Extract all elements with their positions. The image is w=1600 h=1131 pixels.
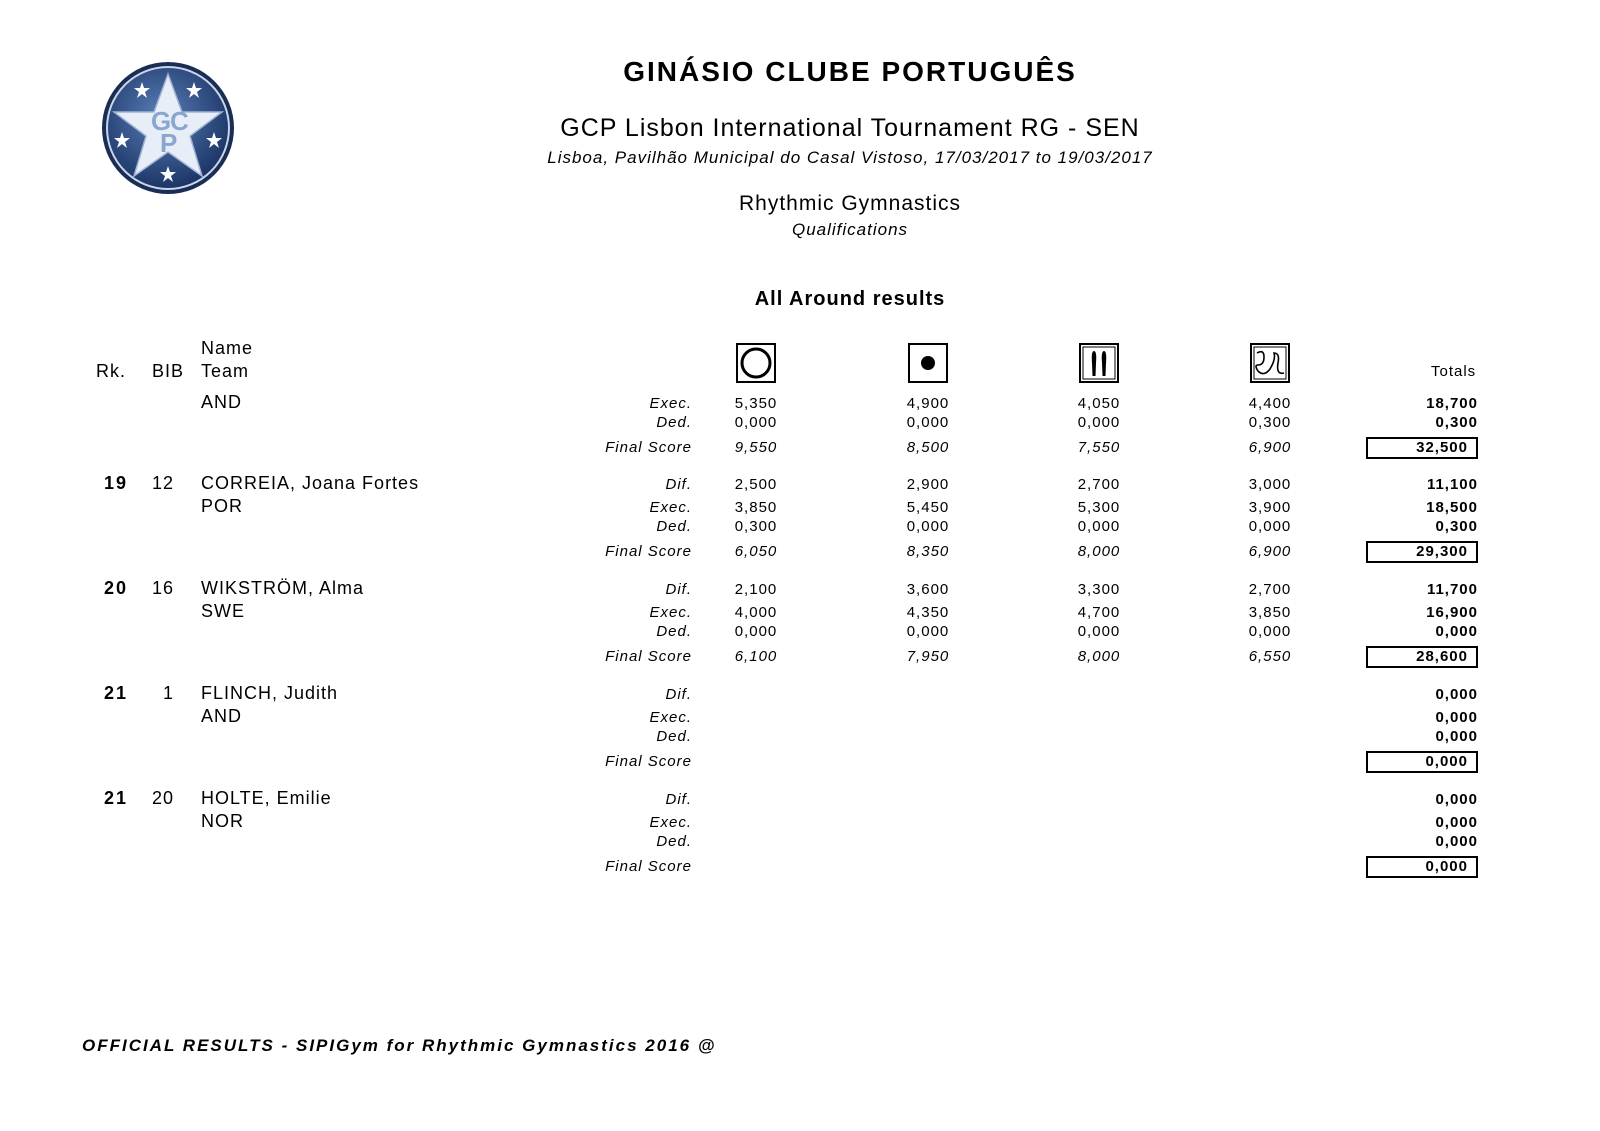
final-score-label: Final Score [605, 858, 692, 875]
final-total-box: 32,500 [1366, 437, 1478, 459]
athlete-name: FLINCH, Judith [201, 683, 339, 703]
final-total-box: 28,600 [1366, 646, 1478, 668]
ded-total: 0,000 [1435, 728, 1478, 745]
logo-letter-c: C [170, 106, 189, 136]
exec-ball: 5,450 [906, 499, 950, 516]
athlete-rank: 19 [103, 473, 129, 493]
hoop-icon [736, 343, 776, 383]
final-ball: 8,350 [906, 543, 950, 560]
column-bib: BIB [152, 361, 185, 381]
exec-ball: 4,350 [906, 604, 950, 621]
dif-total: 11,700 [1426, 581, 1478, 598]
final-ribbon: 6,900 [1248, 543, 1292, 560]
ball-icon [908, 343, 948, 383]
dif-ball: 2,900 [906, 476, 950, 493]
final-score-label: Final Score [605, 648, 692, 665]
official-results-footer: OFFICIAL RESULTS - SIPIGym for Rhythmic Gymnastics 2016 @ [82, 1036, 717, 1055]
ded-label: Ded. [656, 728, 692, 745]
column-totals: Totals [1431, 363, 1477, 380]
final-total-box: 0,000 [1366, 856, 1478, 878]
exec-label: Exec. [649, 395, 692, 412]
dif-label: Dif. [665, 686, 692, 703]
dif-label: Dif. [665, 476, 692, 493]
final-clubs: 8,000 [1077, 648, 1121, 665]
dif-label: Dif. [665, 581, 692, 598]
dif-hoop: 2,100 [734, 581, 778, 598]
final-ball: 7,950 [906, 648, 950, 665]
column-name: Name [201, 338, 254, 358]
ded-ribbon: 0,000 [1248, 623, 1292, 640]
exec-label: Exec. [649, 604, 692, 621]
final-hoop: 9,550 [734, 439, 778, 456]
dif-total: 11,100 [1426, 476, 1478, 493]
dif-hoop: 2,500 [734, 476, 778, 493]
ded-hoop: 0,000 [734, 623, 778, 640]
final-clubs: 7,550 [1077, 439, 1121, 456]
ded-label: Ded. [656, 414, 692, 431]
team-code: AND [201, 706, 243, 726]
team-code: AND [201, 392, 243, 412]
final-ribbon: 6,900 [1248, 439, 1292, 456]
final-total-box: 29,300 [1366, 541, 1478, 563]
exec-hoop: 4,000 [734, 604, 778, 621]
athlete-bib: 1 [162, 683, 174, 703]
athlete-rank: 20 [103, 578, 129, 598]
athlete-name: CORREIA, Joana Fortes [201, 473, 420, 493]
exec-total: 0,000 [1435, 814, 1478, 831]
ded-ball: 0,000 [906, 414, 950, 431]
dif-ball: 3,600 [906, 581, 950, 598]
ded-clubs: 0,000 [1077, 414, 1121, 431]
ded-label: Ded. [656, 623, 692, 640]
ded-ribbon: 0,000 [1248, 518, 1292, 535]
athlete-bib: 12 [151, 473, 174, 493]
dif-clubs: 3,300 [1077, 581, 1121, 598]
final-hoop: 6,050 [734, 543, 778, 560]
tournament-title: GCP Lisbon International Tournament RG - SEN [560, 114, 1140, 142]
phase-title: Qualifications [791, 220, 909, 239]
ribbon-icon [1250, 343, 1290, 383]
club-title: GINÁSIO CLUBE PORTUGUÊS [623, 56, 1077, 87]
team-code: NOR [201, 811, 244, 831]
ded-hoop: 0,000 [734, 414, 778, 431]
ded-ball: 0,000 [906, 518, 950, 535]
exec-total: 18,500 [1426, 499, 1478, 516]
exec-label: Exec. [649, 814, 692, 831]
discipline-title: Rhythmic Gymnastics [738, 192, 962, 215]
section-title: All Around results [754, 288, 946, 310]
ded-total: 0,300 [1435, 414, 1478, 431]
exec-clubs: 5,300 [1077, 499, 1121, 516]
exec-hoop: 5,350 [734, 395, 778, 412]
final-ball: 8,500 [906, 439, 950, 456]
venue-dates: Lisboa, Pavilhão Municipal do Casal Vistoso, 17/03/2017 to 19/03/2017 [547, 148, 1153, 167]
athlete-rank: 21 [103, 683, 129, 703]
final-clubs: 8,000 [1077, 543, 1121, 560]
ded-total: 0,300 [1435, 518, 1478, 535]
ded-ball: 0,000 [906, 623, 950, 640]
athlete-name: HOLTE, Emilie [201, 788, 332, 808]
athlete-rank: 21 [103, 788, 129, 808]
team-code: SWE [201, 601, 246, 621]
dif-ribbon: 3,000 [1248, 476, 1292, 493]
exec-total: 18,700 [1426, 395, 1478, 412]
dif-total: 0,000 [1435, 791, 1478, 808]
logo-letter-p: P [160, 128, 178, 158]
athlete-bib: 16 [151, 578, 174, 598]
ded-total: 0,000 [1435, 833, 1478, 850]
dif-total: 0,000 [1435, 686, 1478, 703]
ded-ribbon: 0,300 [1248, 414, 1292, 431]
exec-ribbon: 4,400 [1248, 395, 1292, 412]
final-total-box: 0,000 [1366, 751, 1478, 773]
exec-total: 0,000 [1435, 709, 1478, 726]
column-rank: Rk. [96, 361, 126, 381]
ded-label: Ded. [656, 518, 692, 535]
club-logo [100, 60, 236, 196]
dif-ribbon: 2,700 [1248, 581, 1292, 598]
logo-letter-g: G [151, 106, 172, 136]
ded-clubs: 0,000 [1077, 518, 1121, 535]
exec-label: Exec. [649, 499, 692, 516]
ded-hoop: 0,300 [734, 518, 778, 535]
exec-ribbon: 3,900 [1248, 499, 1292, 516]
exec-ball: 4,900 [906, 395, 950, 412]
athlete-name: WIKSTRÖM, Alma [201, 578, 365, 598]
column-team: Team [201, 361, 250, 381]
ded-clubs: 0,000 [1077, 623, 1121, 640]
ded-total: 0,000 [1435, 623, 1478, 640]
dif-label: Dif. [665, 791, 692, 808]
dif-clubs: 2,700 [1077, 476, 1121, 493]
team-code: POR [201, 496, 244, 516]
exec-hoop: 3,850 [734, 499, 778, 516]
exec-total: 16,900 [1426, 604, 1478, 621]
final-score-label: Final Score [605, 753, 692, 770]
exec-clubs: 4,700 [1077, 604, 1121, 621]
athlete-bib: 20 [151, 788, 174, 808]
final-score-label: Final Score [605, 439, 692, 456]
final-score-label: Final Score [605, 543, 692, 560]
clubs-icon [1079, 343, 1119, 383]
final-ribbon: 6,550 [1248, 648, 1292, 665]
exec-label: Exec. [649, 709, 692, 726]
ded-label: Ded. [656, 833, 692, 850]
final-hoop: 6,100 [734, 648, 778, 665]
exec-ribbon: 3,850 [1248, 604, 1292, 621]
exec-clubs: 4,050 [1077, 395, 1121, 412]
